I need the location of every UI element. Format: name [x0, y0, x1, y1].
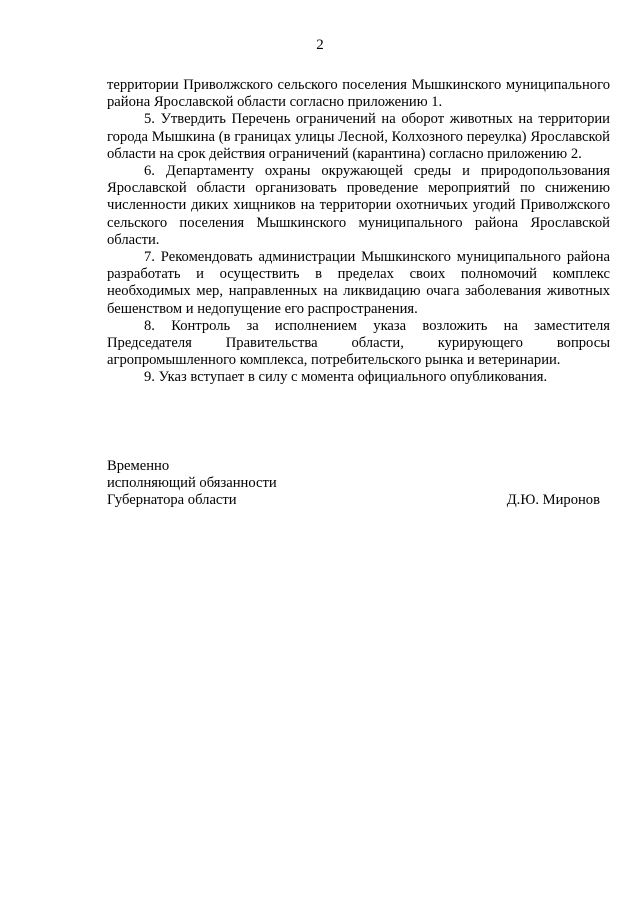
signature-line-2: исполняющий обязанности — [107, 475, 277, 492]
paragraph-item-8: 8. Контроль за исполнением указа возложить на заместителя Председателя Правительства области, курирующего вопросы агропромышленного комплекса, потребительского рынка и ветеринарии. — [107, 317, 610, 369]
paragraph-item-9: 9. Указ вступает в силу с момента официального опубликования. — [144, 369, 548, 386]
signature-block — [107, 458, 610, 510]
paragraph-continuation: территории Приволжского сельского поселения Мышкинского муниципального района Ярославской области согласно приложению 1. — [107, 77, 610, 111]
page-number: 2 — [316, 37, 324, 53]
paragraph-item-6: 6. Департаменту охраны окружающей среды и природопользования Ярославской области организовать проведение мероприятий по снижению численности диких хищников на территории охотничьих угодий Приволжского сельского поселения Мышкинского муниципального района Ярославской области. — [107, 163, 610, 248]
signatory-name: Д.Ю. Миронов — [506, 492, 600, 509]
signature-row — [107, 492, 610, 509]
signature-line-1: Временно — [107, 458, 170, 474]
paragraph-item-7: 7. Рекомендовать администрации Мышкинского муниципального района разработать и осуществить в пределах своих полномочий комплекс необходимых мер, направленных на ликвидацию очага заболевания животных бешенством и недопущение его распространения. — [107, 249, 610, 317]
document-body — [107, 77, 610, 387]
paragraph-item-5: 5. Утвердить Перечень ограничений на оборот животных на территории города Мышкина (в границах улицы Лесной, Колхозного переулка) Ярославской области на срок действия ограничений (карантина) согласно приложению 2. — [107, 111, 610, 162]
signature-title: Губернатора области — [107, 492, 237, 509]
